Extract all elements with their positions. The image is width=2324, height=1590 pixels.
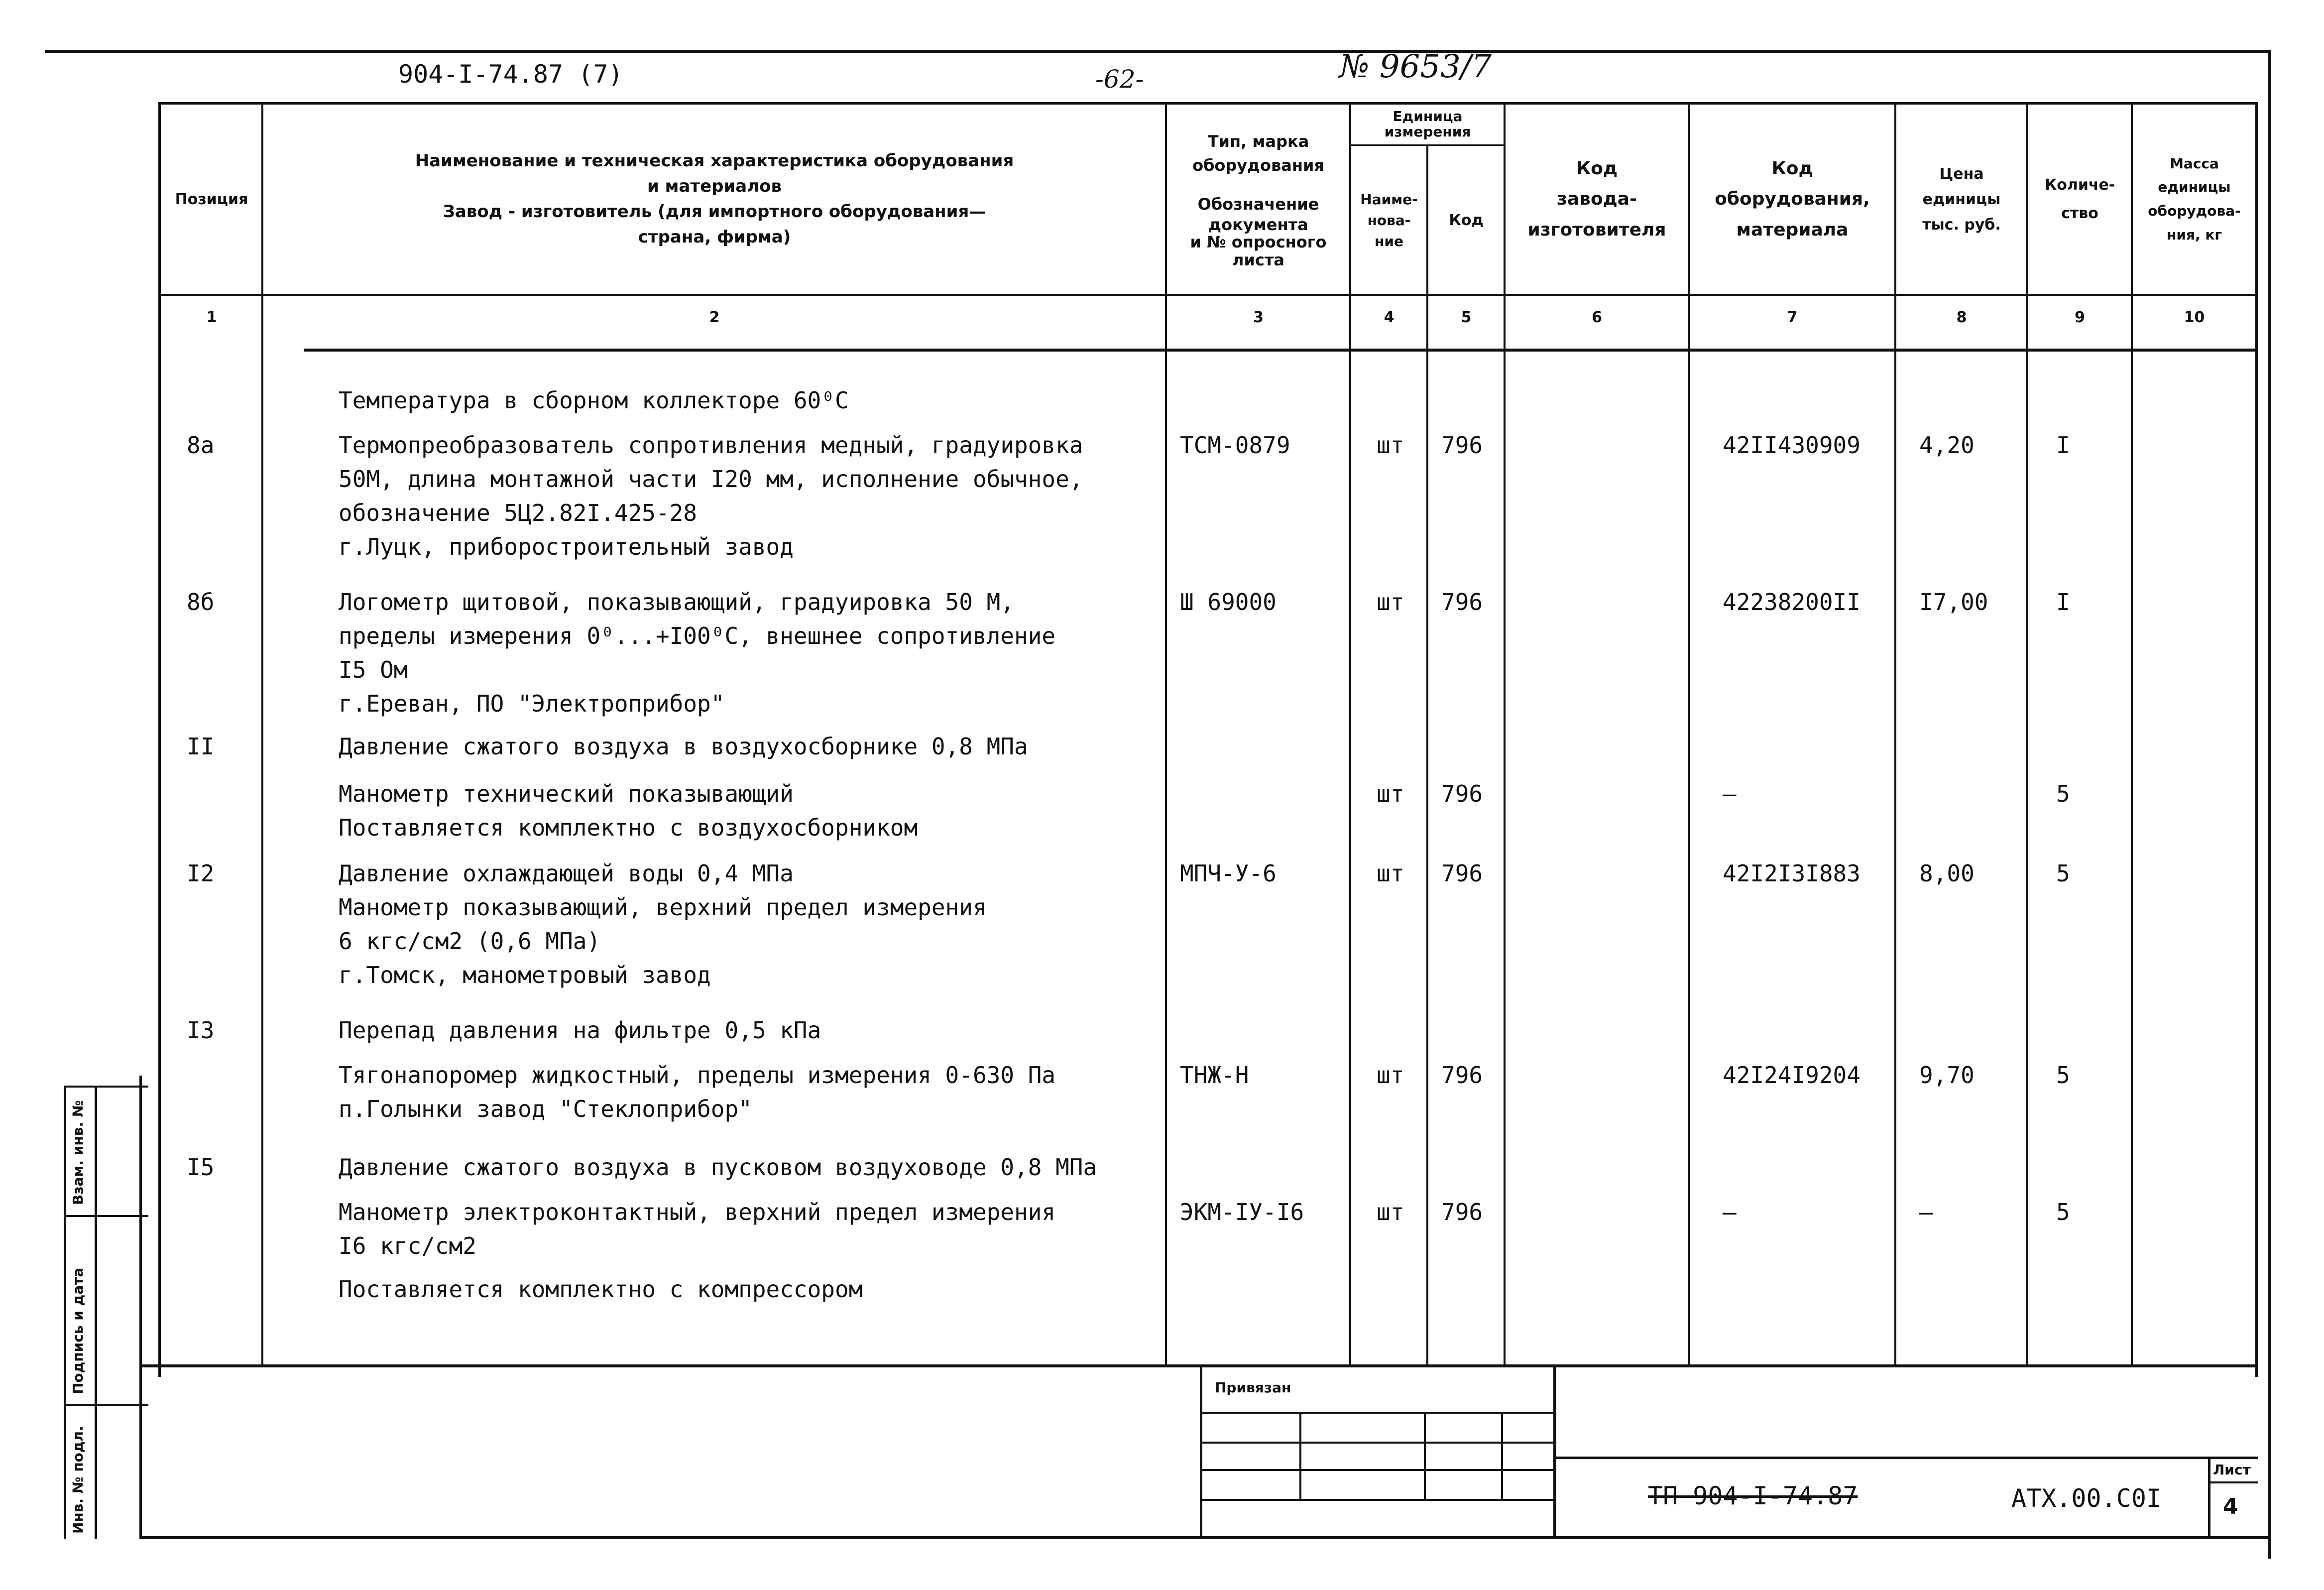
- row-description: [339, 1058, 1055, 1126]
- stamp-row: [1200, 1412, 1553, 1414]
- row-position: I5: [187, 1154, 215, 1181]
- stamp-col: [1501, 1412, 1503, 1499]
- description-line: г.Томск, манометровый завод: [339, 962, 711, 988]
- col-number: 9: [2075, 309, 2085, 326]
- row-type: МПЧ-У-6: [1180, 860, 1277, 887]
- stamp-col: [1424, 1412, 1426, 1499]
- header-bottom-line: [159, 294, 2258, 296]
- stamp-col: [1299, 1412, 1301, 1499]
- row-unit-code: 796: [1441, 1199, 1483, 1225]
- row-price: I7,00: [1919, 589, 1988, 615]
- side-label-signature-date: Подпись и дата: [70, 1267, 86, 1394]
- row-description: [339, 1195, 1055, 1263]
- row-unit-name: шт: [1377, 860, 1404, 887]
- row-position: II: [187, 733, 215, 760]
- side-label-inv-replace: Взам. инв. №: [70, 1100, 86, 1205]
- col-divider-9: [2131, 102, 2133, 1364]
- col-divider-4: [1426, 144, 1428, 1364]
- stamp-row: [1200, 1442, 1553, 1444]
- description-line: г.Луцк, приборостроительный завод: [339, 533, 794, 560]
- header-unit-name: Наиме- нова- ние: [1360, 191, 1418, 249]
- row-type: ТСМ-0879: [1180, 432, 1290, 459]
- title-block-top: [1553, 1457, 2258, 1459]
- col-number: 4: [1384, 309, 1394, 326]
- side-strip-line: [64, 1086, 148, 1088]
- description-line: пределы измерения 0⁰...+I00⁰С, внешнее сопротивление: [339, 622, 1056, 649]
- row-price: 9,70: [1919, 1062, 1975, 1089]
- sheet-box-line: [2208, 1481, 2258, 1483]
- table-left: [158, 102, 161, 1377]
- header-mass: Масса единицы оборудова- ния, кг: [2148, 155, 2241, 243]
- description-line: Манометр показывающий, верхний предел измерения: [339, 894, 987, 921]
- row-unit-code: 796: [1441, 432, 1483, 459]
- col-number: 1: [206, 309, 217, 326]
- description-line: Манометр технический показывающий: [339, 780, 794, 807]
- description-line: 50М, длина монтажной части I20 мм, исполнение обычное,: [339, 466, 1083, 492]
- archive-number: № 9653/7: [1339, 48, 1492, 85]
- doc-code-top: 904-I-74.87 (7): [398, 60, 623, 89]
- row-equipment-code: 42I2I3I883: [1723, 860, 1860, 887]
- col-number: 6: [1592, 309, 1602, 326]
- row-position: I2: [187, 860, 215, 887]
- header-type: Тип, марка оборудования Обозначение документа и № опросного листа: [1190, 132, 1327, 269]
- description-line: п.Голынки завод "Стеклоприбор": [339, 1096, 752, 1122]
- unit-group-line: [1349, 144, 1504, 146]
- stamp-row: [1200, 1469, 1553, 1471]
- col-divider-5: [1504, 102, 1506, 1364]
- row-description: [339, 856, 987, 992]
- description-line: обозначение 5Ц2.82I.425-28: [339, 499, 697, 526]
- row-position: 8б: [187, 589, 215, 615]
- description-line: Манометр электроконтактный, верхний предел измерения: [339, 1199, 1056, 1225]
- col-divider-2: [1165, 102, 1167, 1364]
- attached-label: Привязан: [1215, 1379, 1291, 1396]
- row-unit-name: шт: [1377, 589, 1404, 615]
- side-strip-left: [64, 1086, 66, 1539]
- header-equipment-code: Код оборудования, материала: [1715, 158, 1870, 240]
- row-description: [339, 383, 849, 417]
- col-number: 3: [1253, 309, 1264, 326]
- row-unit-code: 796: [1441, 589, 1483, 615]
- description-line: Поставляется комплектно с воздухосборником: [339, 814, 918, 841]
- row-unit-name: шт: [1377, 1199, 1404, 1225]
- col-number: 5: [1461, 309, 1472, 326]
- row-quantity: 5: [2056, 780, 2070, 807]
- description-line: Поставляется комплектно с компрессором: [339, 1276, 863, 1303]
- col-divider-8: [2026, 102, 2028, 1364]
- footer-drawing-code: АТХ.00.С0I: [2011, 1484, 2162, 1513]
- description-line: Давление сжатого воздуха в пусковом воздуховоде 0,8 МПа: [339, 1154, 1097, 1181]
- row-type: Ш 69000: [1180, 589, 1277, 615]
- description-line: г.Ереван, ПО "Электроприбор": [339, 690, 725, 717]
- frame-top: [45, 50, 2270, 53]
- row-unit-name: шт: [1377, 1062, 1404, 1089]
- side-strip-right: [95, 1086, 97, 1539]
- description-line: 6 кгс/см2 (0,6 МПа): [339, 928, 601, 955]
- sheet-box-left: [2208, 1459, 2210, 1539]
- row-type: ЭКМ-IУ-I6: [1180, 1199, 1304, 1225]
- row-position: 8а: [187, 432, 215, 459]
- row-description: [339, 585, 1055, 721]
- frame-bottom: [139, 1536, 2270, 1539]
- description-line: Термопреобразователь сопротивления медный, градуировка: [339, 432, 1083, 459]
- row-price: 4,20: [1919, 432, 1975, 459]
- row-quantity: 5: [2056, 1199, 2070, 1225]
- col-divider-1: [261, 102, 263, 1364]
- col-divider-6: [1688, 102, 1690, 1364]
- row-type: ТНЖ-Н: [1180, 1062, 1249, 1089]
- header-unit-code: Код: [1449, 212, 1484, 229]
- row-quantity: 5: [2056, 1062, 2070, 1089]
- row-unit-code: 796: [1441, 780, 1483, 807]
- header-quantity: Количе- ство: [2044, 176, 2115, 222]
- description-line: Перепад давления на фильтре 0,5 кПа: [339, 1017, 821, 1044]
- row-equipment-code: 42I24I9204: [1723, 1062, 1860, 1089]
- row-position: I3: [187, 1017, 215, 1044]
- row-description: [339, 1013, 821, 1047]
- sheet-number: 4: [2223, 1494, 2238, 1519]
- col-number: 2: [709, 309, 720, 326]
- description-line: Давление сжатого воздуха в воздухосборнике 0,8 МПа: [339, 733, 1028, 760]
- row-price: 8,00: [1919, 860, 1975, 887]
- table-right: [2255, 102, 2258, 1377]
- row-unit-code: 796: [1441, 1062, 1483, 1089]
- stamp-box-top: [1200, 1364, 1202, 1536]
- stamp-box-right: [1553, 1364, 1556, 1536]
- col-number: 7: [1787, 309, 1798, 326]
- row-description: [339, 428, 1083, 564]
- frame-left-inner: [139, 1076, 142, 1539]
- header-maker-code: Код завода- изготовителя: [1527, 158, 1666, 240]
- description-line: Тягонапоромер жидкостный, пределы измерения 0-630 Па: [339, 1062, 1056, 1089]
- sheet-label: Лист: [2213, 1462, 2251, 1478]
- description-line: I5 Ом: [339, 656, 408, 683]
- side-strip-line: [64, 1404, 148, 1406]
- row-description: [339, 1150, 1097, 1184]
- row-unit-name: шт: [1377, 432, 1404, 459]
- col-divider-3: [1349, 102, 1351, 1364]
- header-position: Позиция: [175, 190, 248, 208]
- row-quantity: 5: [2056, 860, 2070, 887]
- side-label-inv-original: Инв. № подл.: [70, 1426, 86, 1534]
- row-unit-code: 796: [1441, 860, 1483, 887]
- col-number: 10: [2184, 309, 2205, 326]
- description-line: I6 кгс/см2: [339, 1232, 476, 1259]
- row-description: [339, 730, 1028, 763]
- page-mark: -62-: [1095, 65, 1144, 94]
- description-line: Логометр щитовой, показывающий, градуировка 50 М,: [339, 589, 1015, 615]
- row-description: [339, 777, 918, 845]
- row-price: –: [1919, 1199, 1933, 1225]
- row-description: [339, 1272, 862, 1306]
- row-quantity: I: [2056, 432, 2070, 459]
- row-equipment-code: 42II430909: [1723, 432, 1860, 459]
- header-name: Наименование и техническая характеристика оборудования и материалов Завод - изготовитель (для импортного оборудования— страна, фирма): [415, 151, 1014, 247]
- col-divider-7: [1894, 102, 1896, 1364]
- number-row-bottom-line: [304, 349, 2258, 352]
- row-equipment-code: 42238200II: [1723, 589, 1860, 615]
- row-quantity: I: [2056, 589, 2070, 615]
- stamp-row: [1200, 1499, 1553, 1501]
- col-number: 8: [1956, 309, 1967, 326]
- description-line: Давление охлаждающей воды 0,4 МПа: [339, 860, 794, 887]
- header-price: Цена единицы тыс. руб.: [1922, 165, 2001, 234]
- row-equipment-code: –: [1723, 780, 1737, 807]
- header-unit-group: Единица измерения: [1384, 108, 1471, 140]
- row-equipment-code: –: [1723, 1199, 1737, 1225]
- frame-right: [2268, 50, 2271, 1559]
- footer-doc-code: ТП 904-I-74.87: [1648, 1481, 1858, 1510]
- description-line: Температура в сборном коллекторе 60⁰С: [339, 387, 849, 414]
- side-strip-line: [64, 1215, 148, 1217]
- row-unit-name: шт: [1377, 780, 1404, 807]
